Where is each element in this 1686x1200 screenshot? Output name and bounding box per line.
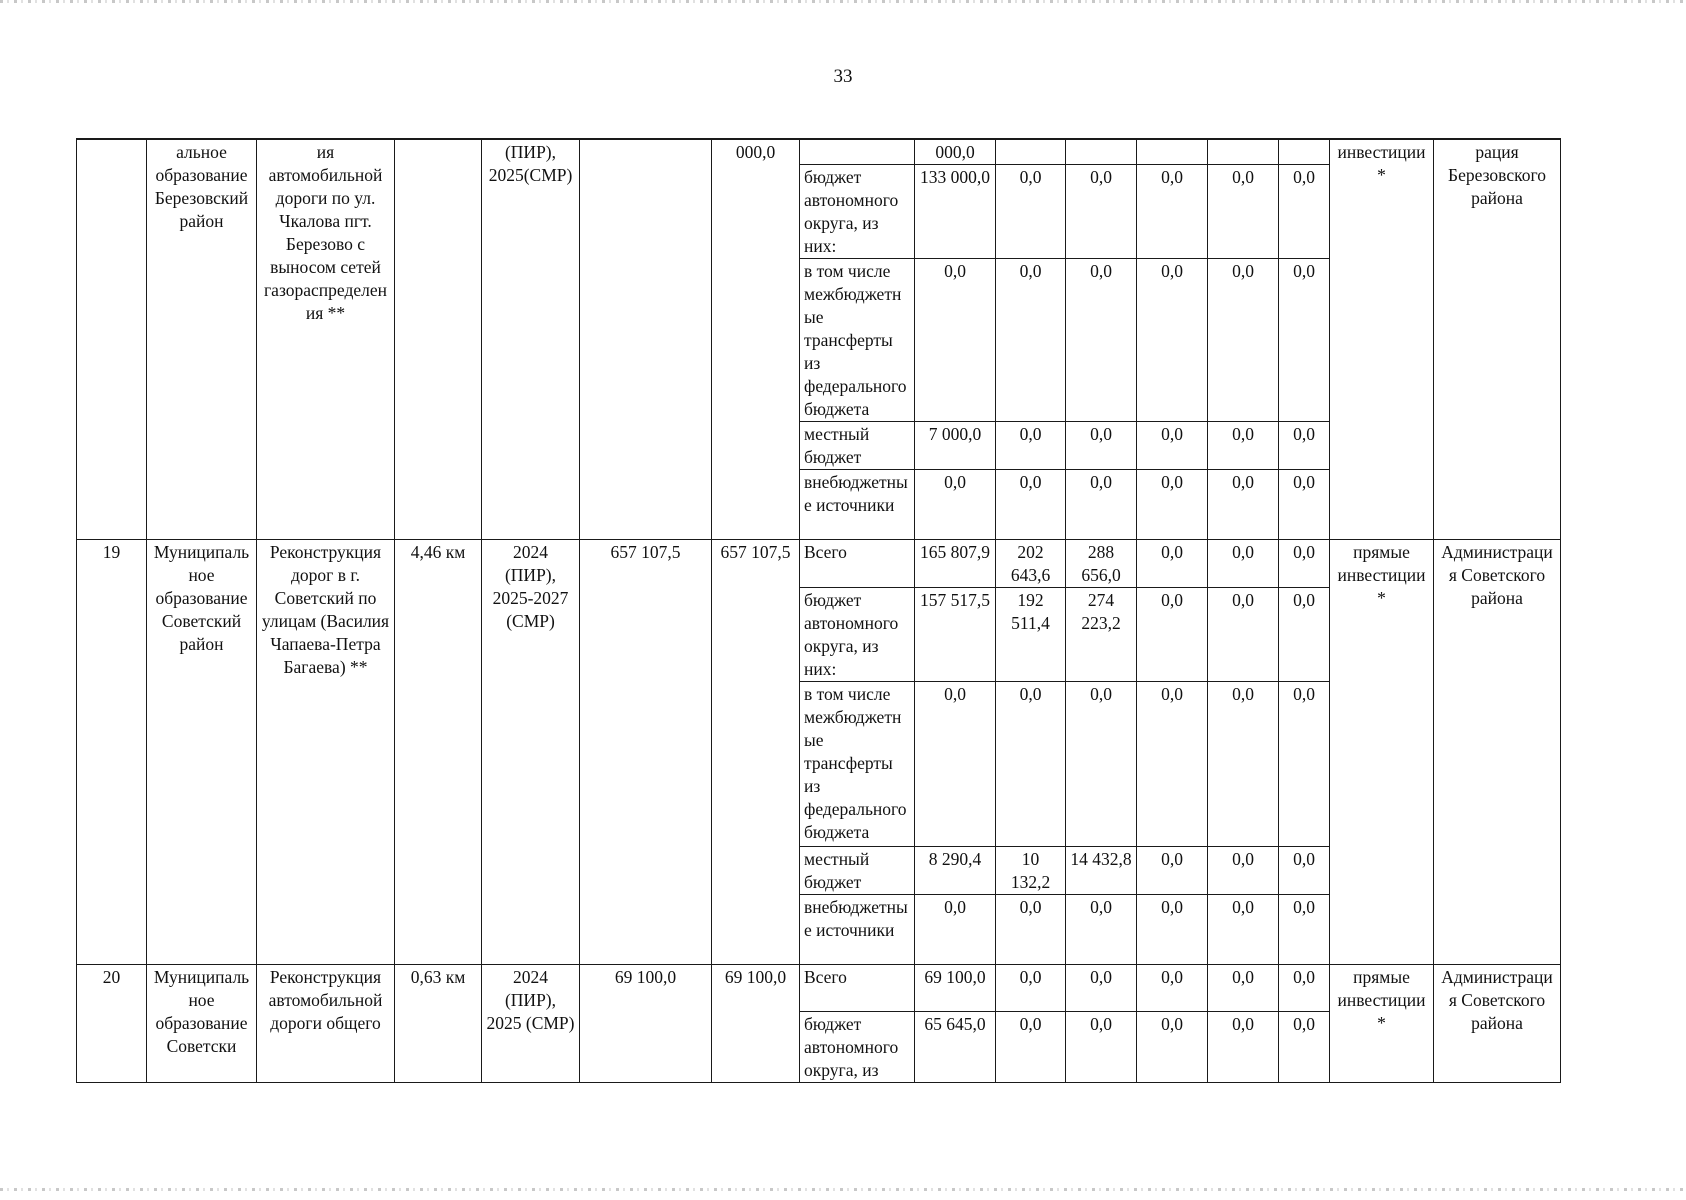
investment-form-cell: прямые инвестиции *	[1330, 965, 1434, 1083]
row-number: 20	[77, 965, 147, 1083]
value-cell	[996, 139, 1066, 165]
table-row	[77, 965, 1561, 1012]
value-cell: 10 132,2	[996, 847, 1066, 895]
value-cell: 0,0	[1208, 259, 1279, 422]
value-cell: 0,0	[1137, 965, 1208, 1012]
value-cell: 0,0	[1137, 165, 1208, 259]
value-cell: 0,0	[1279, 165, 1330, 259]
value-cell: 0,0	[1279, 682, 1330, 847]
value-cell: 14 432,8	[1066, 847, 1137, 895]
funding-source-cell: внебюджетные источники	[800, 470, 915, 540]
customer-cell: Администрация Советского района	[1434, 965, 1561, 1083]
funding-source-cell: внебюджетные источники	[800, 895, 915, 965]
value-cell: 0,0	[1279, 540, 1330, 588]
value-cell: 0,0	[1279, 895, 1330, 965]
row-number	[77, 139, 147, 540]
value-cell: 0,0	[1279, 1012, 1330, 1083]
value-cell: 0,0	[1208, 682, 1279, 847]
value-cell: 0,0	[996, 895, 1066, 965]
funding-source-cell: местный бюджет	[800, 422, 915, 470]
value-cell: 0,0	[996, 965, 1066, 1012]
value-cell: 0,0	[915, 470, 996, 540]
value-cell: 0,0	[1208, 470, 1279, 540]
table-row	[77, 139, 1561, 165]
value-cell: 0,0	[1279, 422, 1330, 470]
estimated-cost-cell: 657 107,5	[580, 540, 712, 965]
value-cell: 0,0	[996, 422, 1066, 470]
funding-source-cell	[800, 139, 915, 165]
value-cell: 0,0	[1137, 682, 1208, 847]
value-cell: 0,0	[1208, 895, 1279, 965]
value-cell: 65 645,0	[915, 1012, 996, 1083]
value-cell: 288 656,0	[1066, 540, 1137, 588]
value-cell: 0,0	[1066, 682, 1137, 847]
municipality-cell: Муниципальное образование Советски	[147, 965, 257, 1083]
value-cell: 0,0	[1137, 847, 1208, 895]
value-cell: 202 643,6	[996, 540, 1066, 588]
value-cell: 0,0	[1137, 1012, 1208, 1083]
value-cell: 7 000,0	[915, 422, 996, 470]
value-cell: 0,0	[1066, 470, 1137, 540]
value-cell: 0,0	[1208, 588, 1279, 682]
object-name-cell: Реконструкция автомобильной дороги общего	[257, 965, 395, 1083]
value-cell: 274 223,2	[1066, 588, 1137, 682]
value-cell	[1066, 139, 1137, 165]
period-cell: (ПИР), 2025(СМР)	[482, 139, 580, 540]
value-cell	[1137, 139, 1208, 165]
value-cell: 0,0	[915, 895, 996, 965]
value-cell: 69 100,0	[915, 965, 996, 1012]
funding-source-cell: Всего	[800, 965, 915, 1012]
value-cell	[1279, 139, 1330, 165]
estimated-cost-cell: 69 100,0	[580, 965, 712, 1083]
customer-cell: Администрация Советского района	[1434, 540, 1561, 965]
estimated-cost-cell	[580, 139, 712, 540]
investment-form-cell: инвестиции *	[1330, 139, 1434, 540]
capacity-cell	[395, 139, 482, 540]
value-cell: 0,0	[1208, 965, 1279, 1012]
capacity-cell: 0,63 км	[395, 965, 482, 1083]
row-number: 19	[77, 540, 147, 965]
municipality-cell: альное образование Березовский район	[147, 139, 257, 540]
value-cell: 0,0	[1137, 422, 1208, 470]
value-cell: 0,0	[1066, 1012, 1137, 1083]
value-cell: 0,0	[915, 682, 996, 847]
value-cell: 0,0	[1137, 588, 1208, 682]
municipality-cell: Муниципальное образование Советский район	[147, 540, 257, 965]
funding-source-cell: местный бюджет	[800, 847, 915, 895]
value-cell: 0,0	[1137, 259, 1208, 422]
value-cell: 0,0	[1279, 847, 1330, 895]
value-cell: 165 807,9	[915, 540, 996, 588]
customer-cell: рация Березовского района	[1434, 139, 1561, 540]
object-name-cell: Реконструкция дорог в г. Советский по улицам (Василия Чапаева-Петра Багаева) **	[257, 540, 395, 965]
value-cell: 0,0	[1066, 895, 1137, 965]
value-cell: 157 517,5	[915, 588, 996, 682]
value-cell: 0,0	[1066, 165, 1137, 259]
value-cell: 0,0	[996, 470, 1066, 540]
value-cell: 0,0	[1279, 470, 1330, 540]
value-cell: 0,0	[1208, 422, 1279, 470]
scan-edge-top	[0, 0, 1686, 3]
table-row	[77, 540, 1561, 588]
value-cell: 0,0	[1208, 540, 1279, 588]
funding-source-cell: бюджет автономного округа, из них:	[800, 165, 915, 259]
investment-form-cell: прямые инвестиции *	[1330, 540, 1434, 965]
value-cell: 0,0	[1137, 540, 1208, 588]
scan-edge-bottom	[0, 1188, 1686, 1191]
funding-source-cell: бюджет автономного округа, из	[800, 1012, 915, 1083]
remaining-cost-cell: 000,0	[712, 139, 800, 540]
object-name-cell: ия автомобильной дороги по ул. Чкалова пгт. Березово с выносом сетей газораспределения **	[257, 139, 395, 540]
value-cell: 000,0	[915, 139, 996, 165]
page-number: 33	[833, 66, 853, 87]
funding-source-cell: бюджет автономного округа, из них:	[800, 588, 915, 682]
funding-source-cell: в том числе межбюджетные трансферты из федерального бюджета	[800, 259, 915, 422]
value-cell: 8 290,4	[915, 847, 996, 895]
value-cell: 0,0	[1137, 895, 1208, 965]
value-cell: 0,0	[996, 165, 1066, 259]
value-cell: 0,0	[1066, 965, 1137, 1012]
value-cell: 0,0	[996, 259, 1066, 422]
value-cell: 0,0	[1208, 1012, 1279, 1083]
funding-source-cell: Всего	[800, 540, 915, 588]
investment-table	[76, 138, 1561, 1083]
value-cell: 133 000,0	[915, 165, 996, 259]
value-cell: 0,0	[1066, 259, 1137, 422]
funding-source-cell: в том числе межбюджетные трансферты из федерального бюджета	[800, 682, 915, 847]
value-cell: 0,0	[915, 259, 996, 422]
remaining-cost-cell: 657 107,5	[712, 540, 800, 965]
value-cell: 0,0	[996, 1012, 1066, 1083]
period-cell: 2024 (ПИР), 2025 (СМР)	[482, 965, 580, 1083]
value-cell: 0,0	[1208, 847, 1279, 895]
value-cell: 0,0	[1279, 259, 1330, 422]
capacity-cell: 4,46 км	[395, 540, 482, 965]
value-cell: 0,0	[1279, 588, 1330, 682]
value-cell: 0,0	[1066, 422, 1137, 470]
value-cell: 0,0	[996, 682, 1066, 847]
remaining-cost-cell: 69 100,0	[712, 965, 800, 1083]
value-cell: 0,0	[1279, 965, 1330, 1012]
value-cell: 192 511,4	[996, 588, 1066, 682]
value-cell: 0,0	[1137, 470, 1208, 540]
period-cell: 2024 (ПИР), 2025-2027 (СМР)	[482, 540, 580, 965]
value-cell: 0,0	[1208, 165, 1279, 259]
value-cell	[1208, 139, 1279, 165]
